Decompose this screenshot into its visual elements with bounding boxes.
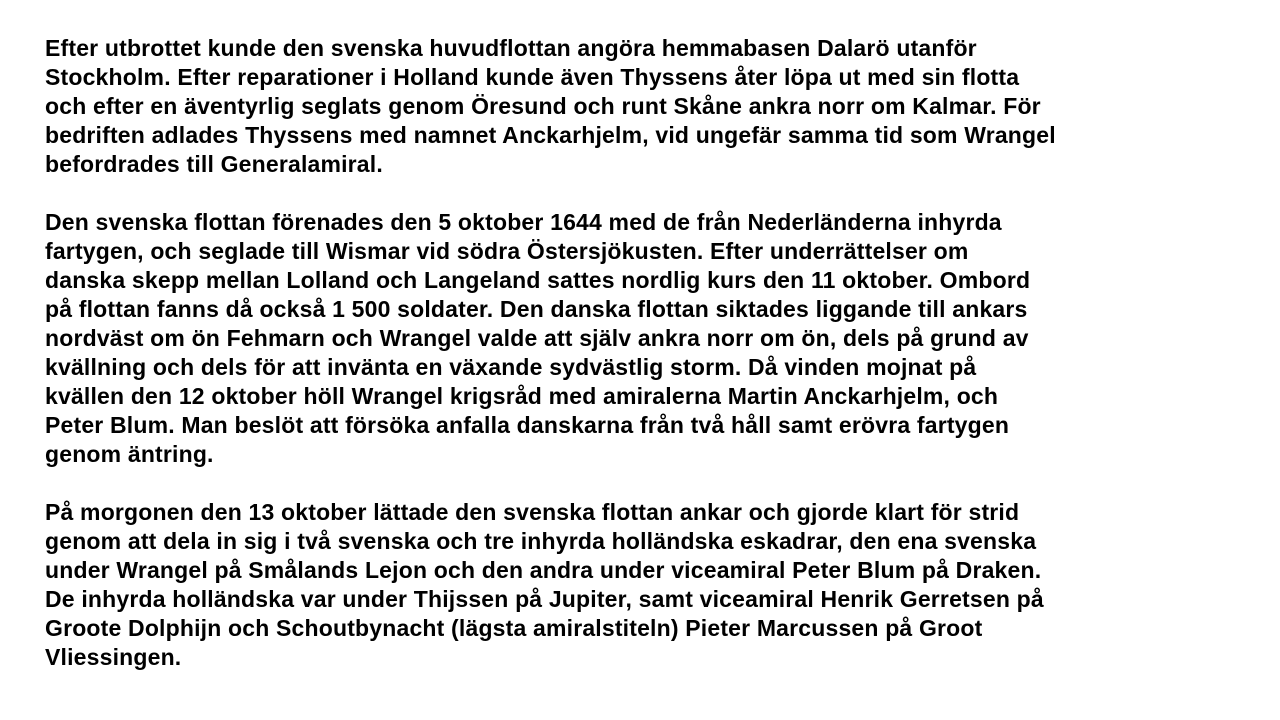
text-line: bedriften adlades Thyssens med namnet Anckarhjelm, vid ungefär samma tid som Wrangel (45, 122, 1056, 148)
text-line: genom äntring. (45, 441, 214, 467)
text-line: genom att dela in sig i två svenska och tre inhyrda holländska eskadrar, den ena svenska (45, 528, 1037, 554)
text-line: På morgonen den 13 oktober lättade den svenska flottan ankar och gjorde klart för strid (45, 499, 1020, 525)
text-line: och efter en äventyrlig seglats genom Öresund och runt Skåne ankra norr om Kalmar. För (45, 93, 1041, 119)
text-line: Den svenska flottan förenades den 5 oktober 1644 med de från Nederländerna inhyrda (45, 209, 1002, 235)
text-line: Stockholm. Efter reparationer i Holland kunde även Thyssens åter löpa ut med sin flotta (45, 64, 1020, 90)
text-line: danska skepp mellan Lolland och Langeland sattes nordlig kurs den 11 oktober. Ombord (45, 267, 1031, 293)
text-line: kvällen den 12 oktober höll Wrangel krigsråd med amiralerna Martin Anckarhjelm, och (45, 383, 999, 409)
text-line: De inhyrda holländska var under Thijssen på Jupiter, samt viceamiral Henrik Gerretsen på (45, 586, 1044, 612)
text-line: Efter utbrottet kunde den svenska huvudflottan angöra hemmabasen Dalarö utanför (45, 35, 977, 61)
text-line: Peter Blum. Man beslöt att försöka anfalla danskarna från två håll samt erövra fartygen (45, 412, 1010, 438)
text-line: Groote Dolphijn och Schoutbynacht (lägsta amiralstiteln) Pieter Marcussen på Groot (45, 615, 983, 641)
text-line: under Wrangel på Smålands Lejon och den andra under viceamiral Peter Blum på Draken. (45, 557, 1042, 583)
text-line: på flottan fanns då också 1 500 soldater. Den danska flottan siktades liggande till ankars (45, 296, 1028, 322)
text-line: befordrades till Generalamiral. (45, 151, 383, 177)
paragraph-3 (45, 498, 1250, 672)
paragraph-1 (45, 34, 1250, 179)
text-line: fartygen, och seglade till Wismar vid södra Östersjökusten. Efter underrättelser om (45, 238, 969, 264)
paragraph-2 (45, 208, 1250, 469)
document-page (45, 34, 1250, 672)
text-line: Vliessingen. (45, 644, 182, 670)
text-line: kvällning och dels för att invänta en växande sydvästlig storm. Då vinden mojnat på (45, 354, 977, 380)
text-line: nordväst om ön Fehmarn och Wrangel valde att själv ankra norr om ön, dels på grund av (45, 325, 1029, 351)
